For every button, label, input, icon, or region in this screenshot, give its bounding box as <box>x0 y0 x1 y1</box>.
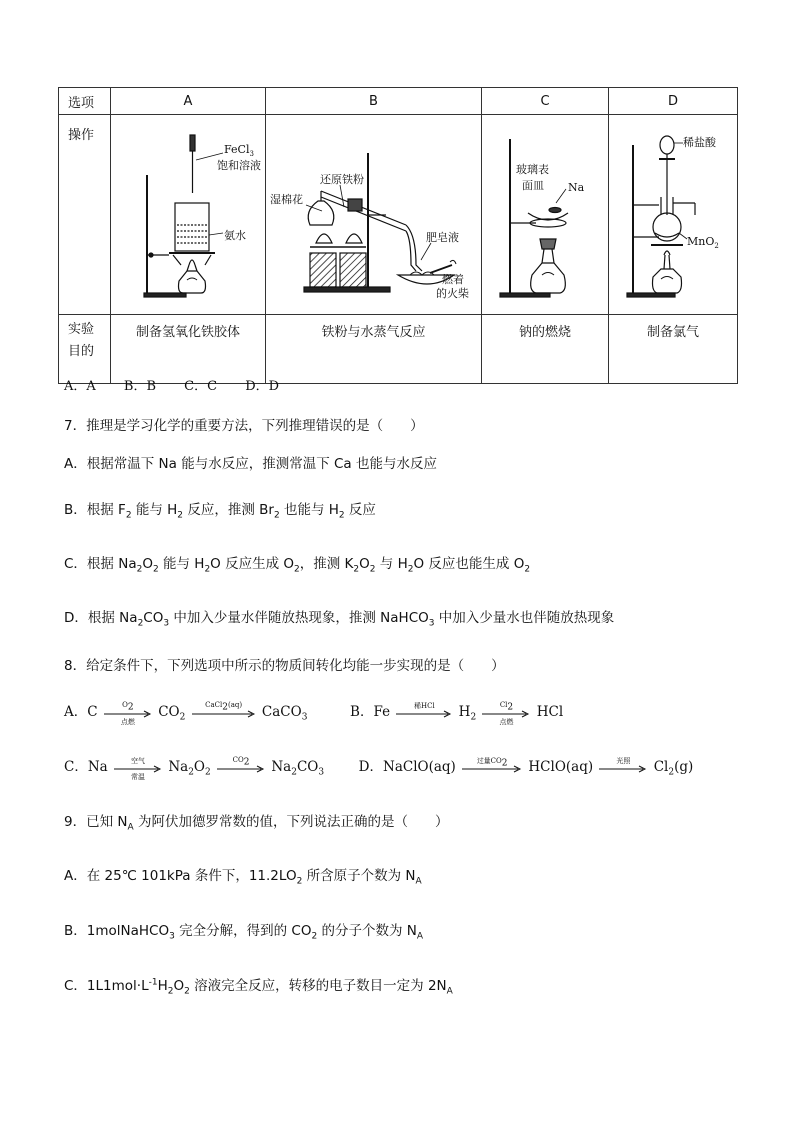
colloid-apparatus-figure <box>111 115 266 305</box>
q8-option-d[interactable]: D．NaClO(aq) 过量$CO_2$ HClO(aq) 光照 $Cl_2(g)$ <box>358 756 694 778</box>
purpose-a: 制备氢氧化铁胶体 <box>111 315 266 384</box>
label-saturated-solution: 饱和溶液 <box>217 159 261 172</box>
label-na: Na <box>568 181 585 194</box>
options-table <box>58 87 738 384</box>
answer-a[interactable]: A．A <box>64 379 96 394</box>
answer-b[interactable]: B．B <box>123 379 157 394</box>
table-header-row <box>59 88 738 115</box>
arrow-icon: $CO_2$ <box>217 761 265 775</box>
q7-option-d[interactable]: D．根据 $Na_2CO_3$ 中加入少量水伴随放热现象，推测 NaHCO$_3$ 中加入少量水也伴随放热现象 <box>64 610 615 629</box>
arrow-icon: 稀HCl <box>396 706 452 720</box>
q8-option-c[interactable]: C．Na 空气 常温 $Na_2O_2$ $CO_2$ $Na_2CO_3$ <box>64 755 325 781</box>
label-dilute-hcl: 稀盐酸 <box>683 136 716 149</box>
label-watch-glass-2: 面皿 <box>522 179 544 192</box>
label-watch-glass-1: 玻璃表 <box>516 163 549 176</box>
arrow-icon: 过量$CO_2$ <box>462 761 522 775</box>
apparatus-d <box>609 115 738 315</box>
answer-c[interactable]: C．C <box>184 379 218 394</box>
q8-options-cd <box>64 755 694 781</box>
label-soap-solution: 肥皂液 <box>426 231 459 244</box>
purpose-d: 制备氯气 <box>609 315 738 384</box>
q9-option-a[interactable]: A．在 25℃ 101kPa 条件下，$11.2LO_2$ 所含原子个数为 $N_A$ <box>64 868 422 887</box>
q8-option-b[interactable]: B．Fe 稀HCl $H_2$ $Cl_2$ 点燃 HCl <box>350 700 564 726</box>
arrow-icon: $Cl_2$ 点燃 <box>482 706 530 720</box>
label-wet-cotton: 湿棉花 <box>270 193 303 206</box>
operation-label: 操作 <box>59 115 111 315</box>
arrow-icon: CaCl$_2$(aq) <box>192 706 256 720</box>
q7-option-b[interactable]: B．根据 $F_2$ 能与 $H_2$ 反应，推测 $Br_2$ 也能与 $H_2$ 反应 <box>64 502 376 521</box>
q8-stem: 8．给定条件下，下列选项中所示的物质间转化均能一步实现的是（ ） <box>64 658 505 674</box>
q7-stem: 7．推理是学习化学的重要方法，下列推理错误的是（ ） <box>64 418 424 434</box>
label-burning-1: 燃着 <box>442 273 464 286</box>
answer-d[interactable]: D．D <box>245 379 280 394</box>
apparatus-c <box>482 115 609 315</box>
q6-answer-options <box>64 375 301 394</box>
purpose-c: 钠的燃烧 <box>482 315 609 384</box>
arrow-icon: 空气 常温 <box>114 761 162 775</box>
purpose-label: 实验 目的 <box>59 315 111 384</box>
purpose-row <box>59 315 738 384</box>
arrow-icon: $O_2$ 点燃 <box>104 706 152 720</box>
header-option: 选项 <box>59 88 111 115</box>
apparatus-a <box>111 115 266 315</box>
purpose-b: 铁粉与水蒸气反应 <box>266 315 482 384</box>
arrow-icon: 光照 <box>599 761 647 775</box>
q7-option-a[interactable]: A．根据常温下 Na 能与水反应，推测常温下 Ca 也能与水反应 <box>64 456 437 472</box>
iron-steam-apparatus-figure <box>266 115 482 305</box>
q9-option-b[interactable]: B．1molNaHCO$_3$ 完全分解，得到的 $CO_2$ 的分子个数为 $N_A$ <box>64 923 424 942</box>
q9-stem: 9．已知 $N_A$ 为阿伏加德罗常数的值，下列说法正确的是（ ） <box>64 814 449 833</box>
q9-option-c[interactable]: C．$1L1mol\cdot L^{-1}H_2O_2$ 溶液完全反应，转移的电子数目一定为 $2N_A$ <box>64 977 453 997</box>
label-fecl3: FeCl$_3$ <box>224 143 254 158</box>
label-iron-powder: 还原铁粉 <box>320 173 364 186</box>
header-b: B <box>266 88 482 115</box>
q8-options-ab <box>64 700 564 726</box>
label-ammonia: 氨水 <box>224 229 246 242</box>
chlorine-apparatus-figure <box>609 115 738 305</box>
apparatus-b <box>266 115 482 315</box>
label-burning-2: 的火柴 <box>436 287 469 300</box>
q8-option-a[interactable]: A．C $O_2$ 点燃 $CO_2$ CaCl$_2$(aq) CaCO$_3$ <box>64 700 308 726</box>
apparatus-row <box>59 115 738 315</box>
label-mno2: MnO$_2$ <box>687 235 719 250</box>
header-d: D <box>609 88 738 115</box>
header-a: A <box>111 88 266 115</box>
sodium-burn-apparatus-figure <box>482 115 609 305</box>
q7-option-c[interactable]: C．根据 $Na_2O_2$ 能与 $H_2O$ 反应生成 $O_2$，推测 $K_2O_2$ 与 $H_2O$ 反应也能生成 $O_2$ <box>64 556 531 575</box>
header-c: C <box>482 88 609 115</box>
